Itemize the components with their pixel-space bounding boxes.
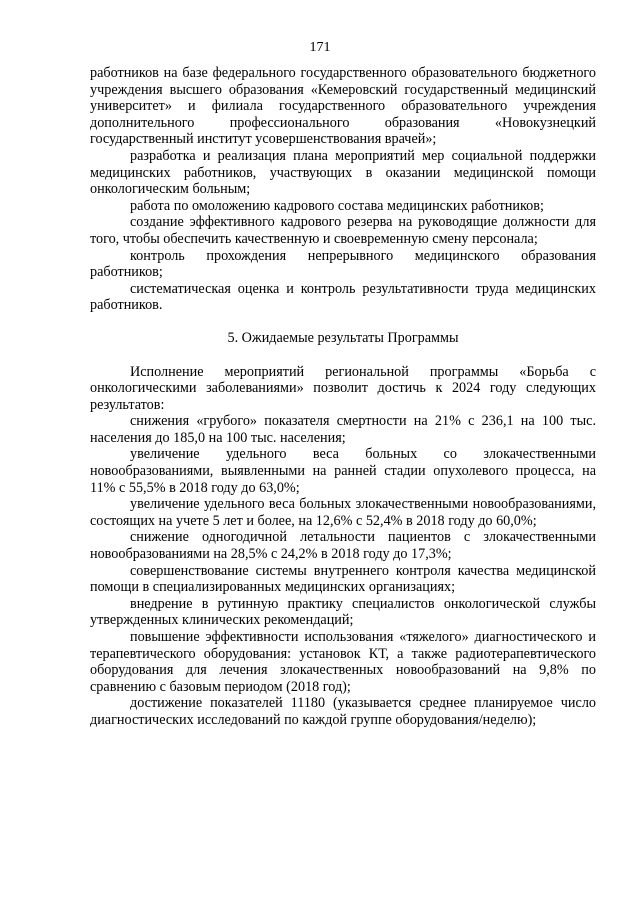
result-five-year-registry: увеличение удельного веса больных злокачественными новообразованиями, состоящих на учете 5 лет и более, на 12,6% с 52,4% в 2018 году до 60,0%;: [90, 496, 596, 529]
result-mortality-reduction: снижения «грубого» показателя смертности на 21% с 236,1 на 100 тыс. населения до 185,0 на 100 тыс. населения;: [90, 413, 596, 446]
paragraph-staff-rejuvenation: работа по омоложению кадрового состава медицинских работников;: [130, 197, 544, 214]
paragraph-performance-evaluation: систематическая оценка и контроль результативности труда медицинских работников.: [90, 280, 596, 314]
result-early-detection: увеличение удельного веса больных со злокачественными новообразованиями, выявленными на ранней стадии опухолевого процесса, на 11% с 55,5% в 2018 году до 63,0%;: [90, 446, 596, 496]
page-number: 171: [309, 40, 331, 55]
result-quality-control: совершенствование системы внутреннего контроля качества медицинской помощи в специализированных медицинских организациях;: [90, 562, 596, 596]
paragraph-staff-training: работников на базе федерального государственного образовательного бюджетного учреждения высшего образования «Кемеровский государственный медицинский университет» и филиала государственного образовательного учреждения дополнительного профессионального образования «Новокузнецкий государственный институт усовершенствования врачей»;: [90, 65, 596, 148]
section-title: 5. Ожидаемые результаты Программы: [227, 329, 459, 346]
paragraph-intro: Исполнение мероприятий региональной программы «Борьба с онкологическими заболеваниями» позволит достичь к 2024 году следующих результатов:: [90, 363, 596, 413]
document-body: [90, 65, 596, 729]
result-diagnostic-indicators: достижение показателей 11180 (указывается среднее планируемое число диагностических исследований по каждой группе оборудования/неделю);: [90, 695, 596, 728]
paragraph-social-support: разработка и реализация плана мероприятий мер социальной поддержки медицинских работников, участвующих в оказании медицинской помощи онкологическим больным;: [90, 147, 596, 198]
result-equipment-efficiency: повышение эффективности использования «тяжелого» диагностического и терапевтического оборудования: установок КТ, а также радиотерапевтического оборудования для лечения злокачественных новообразований на 9,8% по сравнению с базовым периодом (2018 год);: [90, 629, 596, 695]
paragraph-continuous-education: контроль прохождения непрерывного медицинского образования работников;: [90, 247, 596, 281]
result-clinical-guidelines: внедрение в рутинную практику специалистов онкологической службы утвержденных клинических рекомендаций;: [90, 595, 596, 629]
paragraph-personnel-reserve: создание эффективного кадрового резерва на руководящие должности для того, чтобы обеспечить качественную и своевременную смену персонала;: [90, 214, 596, 247]
result-one-year-lethality: снижение одногодичной летальности пациентов с злокачественными новообразованиями на 28,5% с 24,2% в 2018 году до 17,3%;: [90, 529, 596, 563]
